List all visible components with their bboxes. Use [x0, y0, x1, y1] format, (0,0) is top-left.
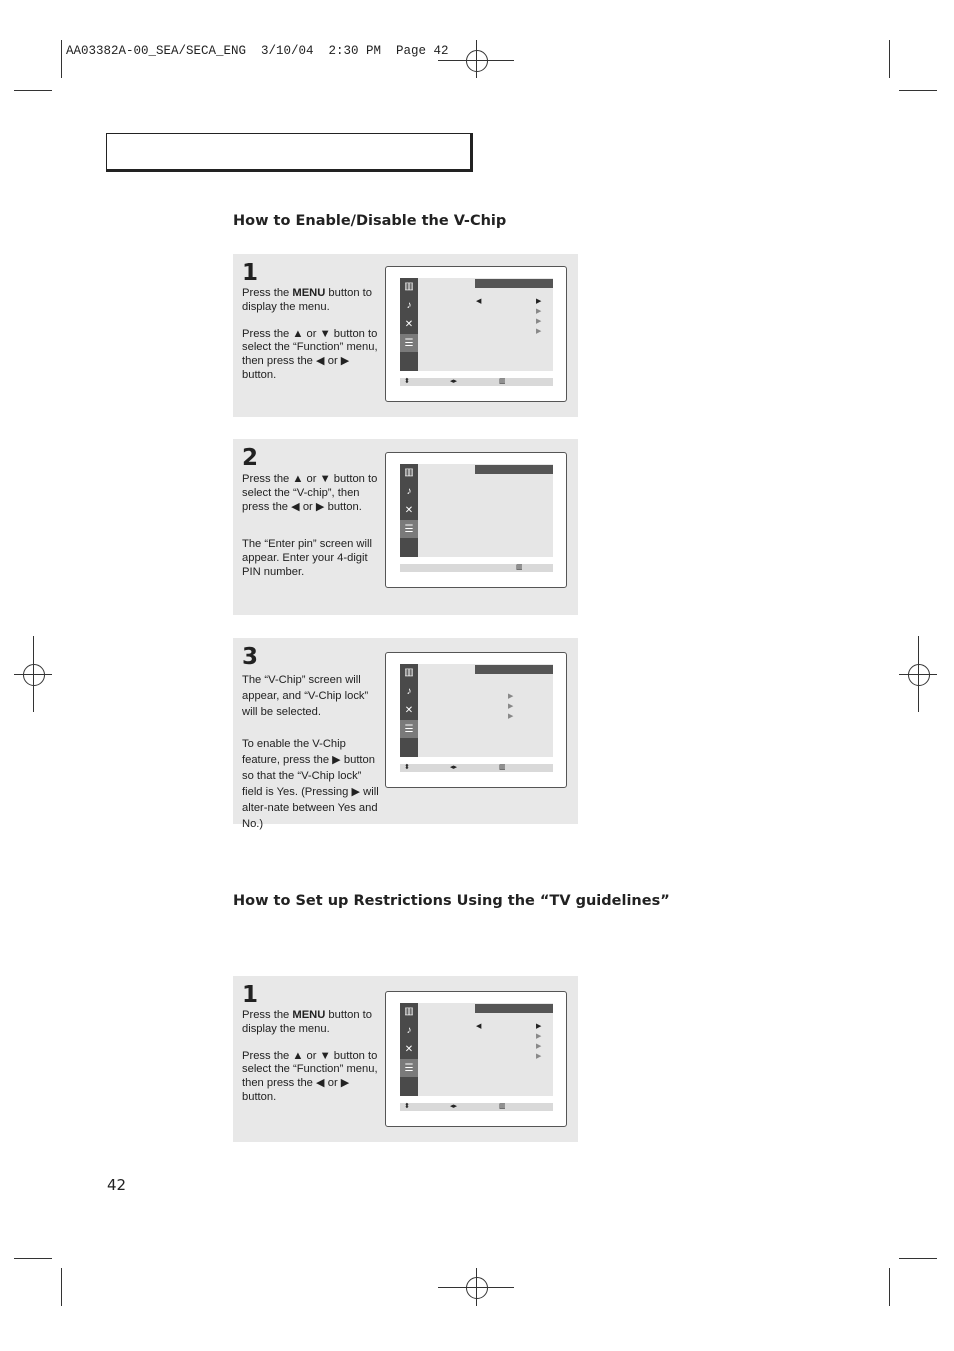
tv-screen-illustration — [385, 266, 567, 402]
step-panel-3 — [233, 638, 578, 830]
menu-title-bar — [475, 465, 553, 474]
picture-icon: ▥ — [404, 1006, 414, 1017]
menu-sidebar — [400, 464, 418, 557]
crop-mark — [14, 90, 52, 91]
submenu-arrow-icon: ▶ — [536, 1043, 542, 1050]
tv-screen-illustration — [385, 452, 567, 588]
function-icon: ☰ — [404, 1063, 414, 1074]
up-down-icon: ⬍ — [404, 1103, 410, 1110]
left-right-icon: ◂▸ — [450, 378, 458, 385]
menu-help-bar — [400, 378, 553, 386]
step-instructions: Press the MENU button to display the menu. Press the ▲ or ▼ button to select the “Function” menu, then press the ◀ or ▶ button. — [242, 1009, 378, 1103]
crop-mark — [889, 40, 890, 78]
tv-screen-illustration — [385, 991, 567, 1127]
left-arrow-icon: ◀ — [476, 298, 482, 305]
crop-mark — [14, 1258, 52, 1259]
submenu-arrow-icon: ▶ — [508, 703, 514, 710]
right-arrow-icon: ▶ — [536, 1023, 542, 1030]
channel-icon: ✕ — [404, 505, 414, 516]
menu-help-bar — [400, 764, 553, 772]
section-heading-vchip: How to Enable/Disable the V-Chip — [233, 213, 507, 229]
channel-icon: ✕ — [404, 319, 414, 330]
left-right-icon: ◂▸ — [450, 1103, 458, 1110]
menu-icon: ▥ — [516, 564, 523, 571]
menu-sidebar — [400, 1003, 418, 1096]
step-panel-1 — [233, 254, 578, 417]
chapter-header-box — [106, 133, 473, 172]
menu-sidebar — [400, 278, 418, 371]
up-down-icon: ⬍ — [404, 378, 410, 385]
step-number: 2 — [242, 445, 259, 471]
picture-icon: ▥ — [404, 667, 414, 678]
sound-icon: ♪ — [406, 686, 412, 697]
sound-icon: ♪ — [406, 486, 412, 497]
menu-sidebar — [400, 664, 418, 757]
picture-icon: ▥ — [404, 467, 414, 478]
step-instructions: Press the ▲ or ▼ button to select the “V-chip”, then press the ◀ or ▶ button. The “Enter pin” screen will appear. Enter your 4-digit PIN number. — [242, 473, 378, 578]
submenu-arrow-icon: ▶ — [508, 693, 514, 700]
menu-title-bar — [475, 279, 553, 288]
crop-mark — [889, 1268, 890, 1306]
function-icon: ☰ — [404, 724, 414, 735]
crop-mark — [899, 90, 937, 91]
left-arrow-icon: ◀ — [476, 1023, 482, 1030]
step-panel-2 — [233, 439, 578, 615]
sound-icon: ♪ — [406, 300, 412, 311]
crop-mark — [899, 1258, 937, 1259]
submenu-arrow-icon: ▶ — [536, 308, 542, 315]
menu-icon: ▥ — [499, 1103, 506, 1110]
menu-panel — [418, 278, 553, 371]
right-arrow-icon: ▶ — [536, 298, 542, 305]
menu-icon: ▥ — [499, 764, 506, 771]
menu-panel — [418, 1003, 553, 1096]
section-heading-tv-guidelines: How to Set up Restrictions Using the “TV guidelines” — [233, 893, 670, 909]
submenu-arrow-icon: ▶ — [536, 1033, 542, 1040]
crop-mark — [61, 1268, 62, 1306]
up-down-icon: ⬍ — [404, 764, 410, 771]
menu-panel — [418, 464, 553, 557]
submenu-arrow-icon: ▶ — [508, 713, 514, 720]
sound-icon: ♪ — [406, 1025, 412, 1036]
menu-title-bar — [475, 665, 553, 674]
step-instructions: The “V-Chip” screen will appear, and “V-Chip lock” will be selected. To enable the V-Chip feature, press the ▶ button so that the “V-Chip lock” field is Yes. (Pressing ▶ will alter-nate between Yes and No.) — [242, 674, 379, 830]
function-icon: ☰ — [404, 524, 414, 535]
submenu-arrow-icon: ▶ — [536, 328, 542, 335]
menu-help-bar — [400, 564, 553, 572]
submenu-arrow-icon: ▶ — [536, 318, 542, 325]
channel-icon: ✕ — [404, 1044, 414, 1055]
printer-slug: AA03382A-00_SEA/SECA_ENG 3/10/04 2:30 PM Page 42 — [66, 44, 449, 58]
step-panel-4 — [233, 976, 578, 1142]
menu-panel — [418, 664, 553, 757]
step-instructions: Press the MENU button to display the menu. Press the ▲ or ▼ button to select the “Function” menu, then press the ◀ or ▶ button. — [242, 287, 378, 381]
crop-mark — [61, 40, 62, 78]
menu-title-bar — [475, 1004, 553, 1013]
page-number: 42 — [107, 1176, 127, 1194]
picture-icon: ▥ — [404, 281, 414, 292]
step-number: 1 — [242, 982, 259, 1008]
menu-help-bar — [400, 1103, 553, 1111]
step-number: 1 — [242, 260, 259, 286]
submenu-arrow-icon: ▶ — [536, 1053, 542, 1060]
channel-icon: ✕ — [404, 705, 414, 716]
menu-icon: ▥ — [499, 378, 506, 385]
left-right-icon: ◂▸ — [450, 764, 458, 771]
tv-screen-illustration — [385, 652, 567, 788]
step-number: 3 — [242, 644, 259, 670]
function-icon: ☰ — [404, 338, 414, 349]
